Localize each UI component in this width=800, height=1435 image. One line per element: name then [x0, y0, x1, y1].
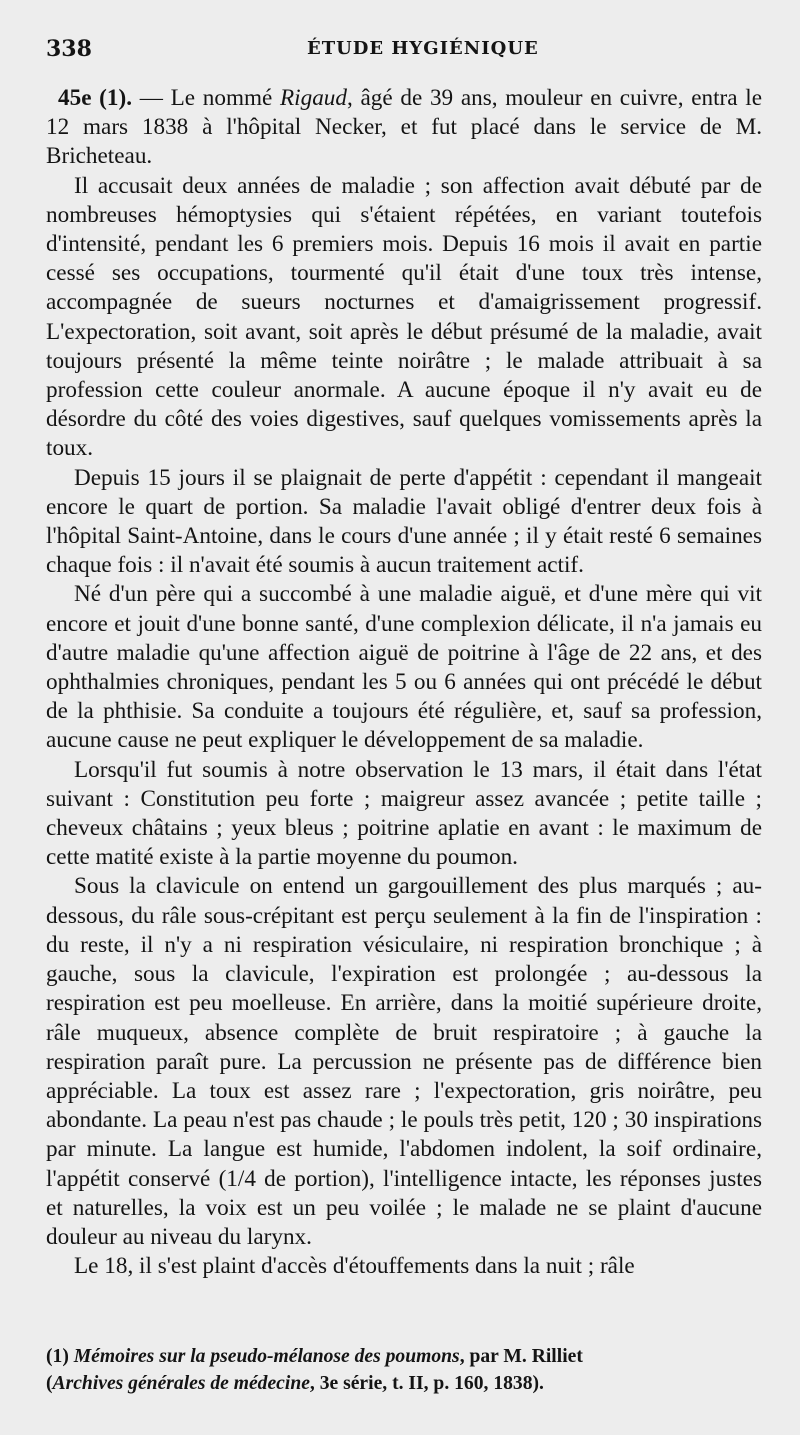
case-number: 45e (1). — [58, 85, 133, 111]
case-intro-rest: , âgé de 39 ans, mouleur en cuivre, entra le 12 mars 1838 à l'hôpital Necker, et fut placé dans le service de M. Bricheteau. — [46, 85, 762, 170]
patient-name: Rigaud — [280, 85, 347, 111]
footnote — [46, 1343, 762, 1397]
paragraph-antecedents: Né d'un père qui a succombé à une maladie aiguë, et d'une mère qui vit encore et jouit d'une bonne santé, d'une complexion délicate, il n'a jamais eu d'autre maladie qu'une affection aiguë de poitrine à l'âge de 22 ans, et des ophthalmies chroniques, pendant les 5 ou 6 années qui ont précédé le début de la phthisie. Sa conduite a toujours été régulière, et, sauf sa profession, aucune cause ne peut expliquer le développement de sa maladie. — [46, 581, 762, 754]
case-intro-lead: — Le nommé — [132, 85, 281, 111]
footnote-title: Mémoires sur la pseudo-mélanose des poumons — [73, 1346, 460, 1367]
paragraph-auscultation: Sous la clavicule on entend un gargouillement des plus marqués ; au-dessous, du râle sous-crépitant est perçu seulement à la fin de l'inspiration : du reste, il n'y a ni respiration vésiculaire, ni respiration bronchique ; à gauche, sous la clavicule, l'expiration est prolongée ; au-dessous la respiration est peu moelleuse. En arrière, dans la moitié supérieure droite, râle muqueux, absence complète de bruit respiratoire ; à gauche la respiration paraît pure. La percussion ne présente pas de différence bien appréciable. La toux est assez rare ; l'expectoration, gris noirâtre, peu abondante. La peau n'est pas chaude ; le pouls très petit, 120 ; 30 inspirations par minute. La langue est humide, l'abdomen indolent, la soif ordinaire, l'appétit conservé (1/4 de portion), l'intelligence intacte, les réponses justes et naturelles, la voix est un peu voilée ; le malade ne se plaint d'aucune douleur au niveau du larynx. — [46, 873, 762, 1250]
paragraph-followup: Le 18, il s'est plaint d'accès d'étouffements dans la nuit ; râle — [74, 1253, 635, 1280]
page-header — [42, 36, 760, 66]
paragraph-history: Il accusait deux années de maladie ; son affection avait débuté par de nombreuses hémoptysies qui s'étaient répétées, en variant toutefois d'intensité, pendant les 6 premiers mois. Depuis 16 mois il avait en partie cessé ses occupations, tourmenté qu'il était d'une toux très intense, accompagnée de sueurs nocturnes et d'amaigrissement progressif. L'expectoration, soit avant, soit après le début présumé de la maladie, avait toujours présenté la même teinte noirâtre ; le malade attribuait à sa profession cette couleur anormale. A aucune époque il n'y avait eu de désordre du côté des voies digestives, sauf quelques vomissements après la toux. — [46, 172, 762, 462]
footnote-marker: (1) — [46, 1346, 74, 1367]
paragraph-case-intro — [46, 84, 762, 172]
footnote-author: , par M. Rilliet — [459, 1346, 583, 1367]
footnote-journal: Archives générales de médecine — [52, 1373, 310, 1394]
footnote-paren: ( — [46, 1373, 53, 1394]
page-number: 338 — [46, 36, 92, 62]
paragraph-observation: Lorsqu'il fut soumis à notre observation le 13 mars, il était dans l'état suivant : Constitution peu forte ; maigreur assez avancée ; petite taille ; cheveux châtains ; yeux bleus ; poitrine aplatie en avant : le maximum de cette matité existe à la partie moyenne du poumon. — [46, 756, 762, 871]
running-title: ÉTUDE HYGIÉNIQUE — [307, 38, 539, 59]
body-text — [46, 84, 762, 1281]
footnote-citation: , 3e série, t. II, p. 160, 1838). — [309, 1373, 544, 1394]
footnote-line-2 — [46, 1370, 762, 1397]
paragraph-recent: Depuis 15 jours il se plaignait de perte d'appétit : cependant il mangeait encore le quart de portion. Sa maladie l'avait obligé d'entrer deux fois à l'hôpital Saint-Antoine, dans le cours d'une année ; il y était resté 6 semaines chaque fois : il n'avait été soumis à aucun traitement actif. — [46, 464, 762, 579]
footnote-line-1 — [46, 1343, 762, 1370]
